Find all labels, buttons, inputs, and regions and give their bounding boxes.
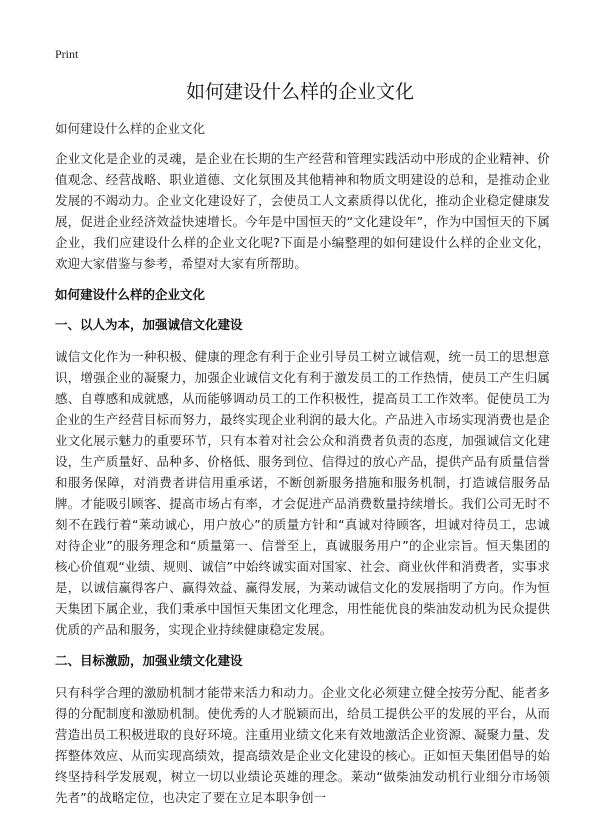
section1-heading: 一、以人为本，加强诚信文化建设: [55, 317, 243, 332]
page-title: 如何建设什么样的企业文化: [185, 81, 414, 103]
section2-heading: 二、目标激励，加强业绩文化建设: [55, 653, 243, 668]
intro-paragraph: 企业文化是企业的灵魂，是企业在长期的生产经营和管理实践活动中形成的企业精神、价值观念、经营战略、职业道德、文化氛围及其他精神和物质文明建设的总和，是推动企业发展的不竭动力。企业文化建设好了，会使员工人文素质得以优化，推动企业稳定健康发展，促进企业经济效益快速增长。今年是中国恒天的“文化建设年”，作为中国恒天的下属企业，我们应建设什么样的企业文化呢?下面是小编整理的如何建设什么样的企业文化，欢迎大家借鉴与参考，希望对大家有所帮助。: [55, 151, 550, 271]
section1-paragraph: 诚信文化作为一种积极、健康的理念有利于企业引导员工树立诚信观，统一员工的思想意识，增强企业的凝聚力，加强企业诚信文化有利于激发员工的工作热情，使员工产生归属感、自尊感和成就感，从而能够调动员工的工作积极性，提高员工工作效率。促使员工为企业的生产经营目标而努力，最终实现企业利润的最大化。产品进入市场实现消费也是企业文化展示魅力的重要环节，只有本着对社会公众和消费者负责的态度，加强诚信文化建设，生产质量好、品种多、价格低、服务到位、信得过的放心产品，提供产品有质量信誉和服务保障，对消费者讲信用重承诺，不断创新服务措施和服务机制，打造诚信服务品牌。才能吸引顾客、提高市场占有率，才会促进产品消费数量持续增长。我们公司无时不刻不在践行着“莱动诚心，用户放心”的质量方针和“真诚对待顾客，坦诚对待员工，忠诚对待企业”的服务理念和“质量第一、信誉至上，真诚服务用户”的企业宗旨。恒天集团的核心价值观“业绩、规则、诚信”中始终诚实面对国家、社会、商业伙伴和消费者，实事求是，以诚信赢得客户、赢得效益、赢得发展，为莱动诚信文化的发展指明了方向。作为恒天集团下属企业，我们秉承中国恒天集团文化理念，用性能优良的柴油发动机为民众提供优质的产品和服务，实现企业持续健康稳定发展。: [55, 349, 550, 637]
article-subtitle: 如何建设什么样的企业文化: [55, 121, 206, 136]
section2-paragraph: 只有科学合理的激励机制才能带来活力和动力。企业文化必须建立健全按劳分配、能者多得的分配制度和激励机制。使优秀的人才脱颖而出，给员工提供公平的发展的平台，从而营造出员工积极进取的良好环境。注重用业绩文化来有效地激活企业资源、凝聚力量、发挥整体效应、从而实现高绩效，提高绩效是企业文化建设的核心。正如恒天集团倡导的始终坚持科学发展观，树立一切以业绩论英雄的理念。莱动“做柴油发动机行业细分市场领先者”的战略定位，也决定了要在立足本职争创一: [55, 685, 550, 805]
section-heading: 如何建设什么样的企业文化: [55, 287, 206, 302]
article-body: [55, 121, 550, 820]
print-link[interactable]: Print: [55, 47, 79, 61]
